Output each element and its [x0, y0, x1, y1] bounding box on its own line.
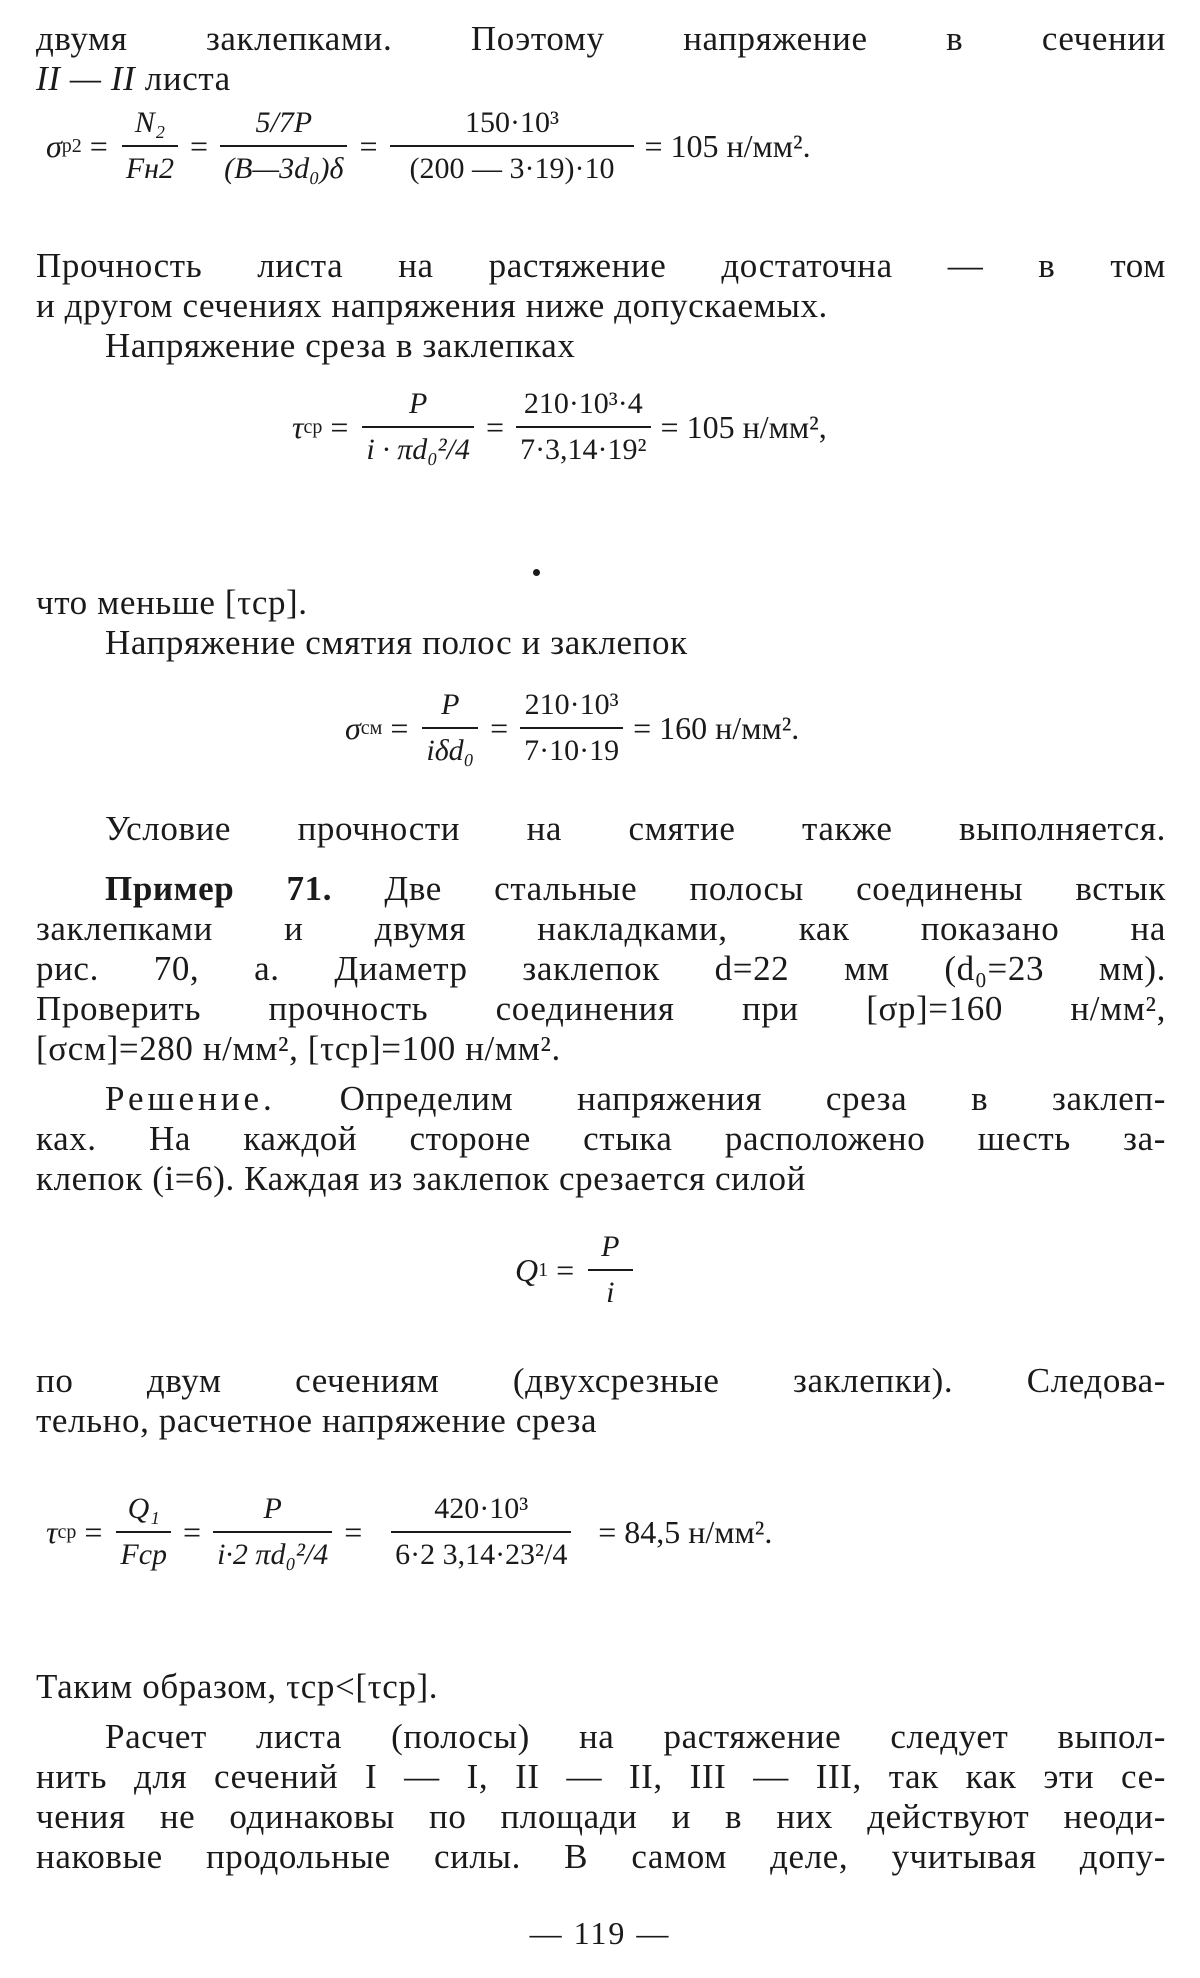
formula-result: = 160 н/мм².: [633, 710, 800, 746]
formula-result: = 105 н/мм²,: [660, 409, 827, 445]
denominator: (B—3d₀)δ: [220, 145, 347, 188]
formula-sigma-p2: σ р2 = $\frac{\text{N₂}}{Fн2}$ = $\frac{5/7P}{\text{(B—3d₀)δ}}$ = $\frac{\text{150·10³}}{(200 — 3\cdot 19)\cdot 10}$ = 105 н/мм².: [46, 104, 811, 188]
text-line: Таким образом, τср<[τср].: [36, 1667, 439, 1706]
text-line: чения не одинаковы по площади и в них действуют неоди-: [36, 1797, 1166, 1836]
numerator: 210·10³: [524, 688, 619, 721]
text-line: [105, 1078, 1166, 1120]
denominator: iδd₀: [422, 727, 478, 770]
text-line: заклепками и двумя накладками, как показано на: [36, 909, 1166, 948]
numerator: P: [409, 387, 428, 420]
fraction: [116, 1490, 171, 1574]
formula-result: = 105 н/мм².: [644, 128, 811, 164]
text-line: наковые продольные силы. В самом деле, учитывая допу-: [36, 1837, 1166, 1876]
formula-lhs: Q: [515, 1252, 539, 1288]
example-title: Пример 71.: [105, 869, 333, 908]
fraction: [516, 385, 650, 469]
formula-q1: Q 1 = $\frac{P}{i}$: [515, 1228, 639, 1312]
denominator: 7·10·19: [520, 727, 623, 770]
solution-word: Решение.: [105, 1079, 276, 1118]
text-line: что меньше [τср].: [36, 583, 308, 622]
denominator: (200 — 3·19)·10: [390, 145, 635, 188]
fraction: [220, 104, 347, 188]
text-line: Расчет листа (полосы) на растяжение следует выпол-: [105, 1717, 1166, 1756]
text-span: листа: [135, 59, 231, 98]
numerator: Q₁: [127, 1492, 160, 1525]
formula-lhs-sub: ср: [303, 416, 323, 438]
text-span: Определим напряжения среза в заклеп-: [275, 1079, 1166, 1118]
text-line: и другом сечениях напряжения ниже допускаемых.: [36, 286, 828, 325]
formula-tau-cp: τ ср = $\frac{P}{\text{i · πd₀²/4}}$ = $\frac{\text{210·10³·4}}{\text{7·3,14·19²}}$ = 105 н/мм²,: [292, 385, 827, 469]
text-line: двумя заклепками. Поэтому напряжение в сечении: [36, 19, 1166, 58]
text-line: [36, 58, 1166, 100]
text-line: по двум сечениям (двухсрезные заклепки). Следова-: [36, 1361, 1166, 1400]
fraction: [588, 1228, 632, 1312]
formula-lhs-sub: см: [360, 717, 383, 739]
fraction: [390, 104, 635, 188]
formula-lhs-sub: 1: [538, 1259, 549, 1281]
formula-sigma-cm: σ см = $\frac{P}{\text{iδd₀}}$ = $\frac{\text{210·10³}}{7\cdot 10\cdot 19}$ = 160 н/мм².: [345, 686, 799, 770]
denominator: 6·2 3,14·23²/4: [391, 1531, 571, 1574]
denominator: 7·3,14·19²: [516, 426, 650, 469]
denominator: Fср: [116, 1531, 171, 1574]
denominator: i · πd₀²/4: [362, 426, 474, 469]
text-line: рис. 70, а. Диаметр заклепок d=22 мм (d₀=23 мм).: [36, 949, 1166, 988]
numerator: 150·10³: [464, 106, 559, 139]
text-line: ках. На каждой стороне стыка расположено шесть за-: [36, 1119, 1166, 1158]
fraction: [520, 686, 623, 770]
numerator: 420·10³: [434, 1492, 529, 1525]
text-line: Условие прочности на смятие также выполняется.: [105, 809, 1166, 848]
ink-dot: [533, 569, 540, 576]
text-line: [105, 868, 1166, 910]
formula-lhs: τ: [46, 1514, 58, 1550]
fraction: [213, 1490, 332, 1574]
denominator: i·2 πd₀²/4: [213, 1531, 332, 1574]
formula-tau-cp-2: τ ср = $\frac{\text{Q₁}}{\text{Fср}}$ = $\frac{P}{\text{i·2 πd₀²/4}}$ = $\frac{\text{420·10³}}{\text{6·2 3,14·23²/4}}$ = 84,5 н/мм².: [46, 1490, 772, 1574]
formula-result: = 84,5 н/мм².: [598, 1514, 773, 1550]
text-line: клепок (i=6). Каждая из заклепок срезается силой: [36, 1159, 806, 1198]
numerator: P: [263, 1492, 282, 1525]
formula-lhs: σ: [46, 128, 62, 164]
numerator: P: [441, 688, 460, 721]
formula-lhs: τ: [292, 409, 304, 445]
text-line: Напряжение среза в заклепках: [105, 326, 576, 365]
text-line: Проверить прочность соединения при [σр]=160 н/мм²,: [36, 989, 1166, 1028]
page-number: — 119 —: [529, 1915, 671, 1951]
fraction: [374, 1490, 588, 1574]
text-line: нить для сечений I — I, II — II, III — III, так как эти се-: [36, 1757, 1166, 1796]
numerator: 210·10³·4: [523, 387, 643, 420]
numerator: 5/7P: [255, 106, 313, 139]
text-line: [σсм]=280 н/мм², [τср]=100 н/мм².: [36, 1029, 561, 1068]
text-line: Прочность листа на растяжение достаточна — в том: [36, 246, 1166, 285]
text-span: Две стальные полосы соединены встык: [332, 869, 1166, 908]
fraction: [422, 686, 478, 770]
fraction: [362, 385, 474, 469]
formula-lhs-sub: ср: [57, 1521, 77, 1543]
formula-lhs-sub: р2: [61, 135, 82, 157]
fraction: [122, 104, 178, 188]
numerator: P: [601, 1230, 620, 1263]
denominator: i: [588, 1269, 632, 1312]
denominator: Fн2: [122, 145, 178, 188]
text-line: Напряжение смятия полос и заклепок: [105, 623, 688, 662]
formula-lhs: σ: [345, 710, 361, 746]
numerator: N₂: [134, 106, 166, 139]
section-label: II — II: [36, 59, 136, 98]
text-line: тельно, расчетное напряжение среза: [36, 1401, 598, 1440]
